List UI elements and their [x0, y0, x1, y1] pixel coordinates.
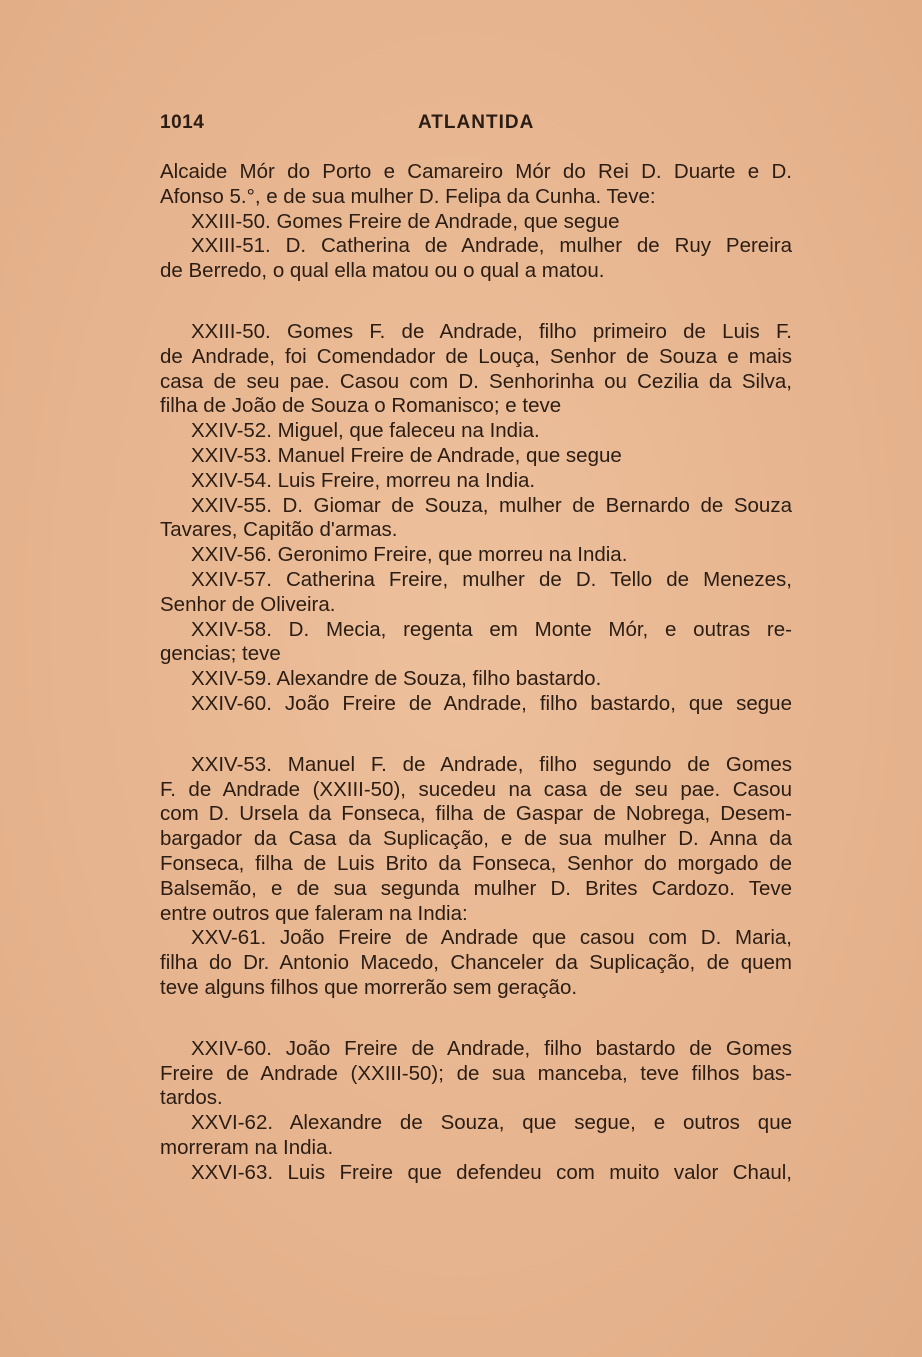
text-line: XXIV-60. João Freire de Andrade, filho bastardo de Gomes	[191, 1036, 792, 1060]
text-line: gencias; teve	[160, 642, 281, 666]
text-line: Alcaide Mór do Porto e Camareiro Mór do Rei D. Duarte e D.	[160, 160, 792, 183]
text-line: XXIV-60. João Freire de Andrade, filho bastardo, que segue	[191, 691, 792, 715]
body-text	[160, 160, 792, 1185]
text-line: XXIII-50. Gomes F. de Andrade, filho primeiro de Luis F.	[191, 319, 792, 343]
text-line: XXIV-55. D. Giomar de Souza, mulher de Bernardo de Souza	[191, 493, 792, 517]
text-line: XXV-61. João Freire de Andrade que casou com D. Maria,	[191, 926, 792, 950]
text-line: XXIV-54. Luis Freire, morreu na India.	[191, 468, 536, 492]
text-line: XXIV-57. Catherina Freire, mulher de D. Tello de Menezes,	[191, 567, 792, 591]
text-line: de Andrade, foi Comendador de Louça, Senhor de Souza e mais	[160, 344, 792, 368]
text-line: morreram na India.	[160, 1135, 334, 1159]
page-number: 1014	[160, 112, 205, 133]
text-line: Afonso 5.°, e de sua mulher D. Felipa da Cunha. Teve:	[160, 184, 656, 208]
text-line: XXIV-52. Miguel, que faleceu na India.	[191, 419, 540, 443]
text-line: bargador da Casa da Suplicação, e de sua mulher D. Anna da	[160, 827, 792, 851]
paragraph	[160, 320, 792, 717]
text-line: Senhor de Oliveira.	[160, 592, 336, 616]
paragraph	[160, 160, 792, 284]
running-head: ATLANTIDA	[418, 112, 535, 133]
text-line: entre outros que faleram na India:	[160, 901, 468, 925]
paragraph	[160, 753, 792, 1001]
text-line: XXIV-58. D. Mecia, regenta em Monte Mór, e outras re-	[191, 617, 792, 641]
text-line: teve alguns filhos que morrerão sem geração.	[160, 975, 578, 999]
paragraph-gap	[160, 717, 792, 753]
text-line: XXIV-53. Manuel F. de Andrade, filho segundo de Gomes	[191, 752, 792, 776]
text-line: XXIV-53. Manuel Freire de Andrade, que segue	[191, 443, 622, 467]
text-line: filha de João de Souza o Romanisco; e teve	[160, 394, 562, 418]
text-line: XXVI-63. Luis Freire que defendeu com muito valor Chaul,	[191, 1160, 792, 1184]
text-line: filha do Dr. Antonio Macedo, Chanceler da Suplicação, de quem	[160, 951, 792, 975]
text-line: Freire de Andrade (XXIII-50); de sua manceba, teve filhos bas-	[160, 1061, 792, 1085]
text-line: XXIV-56. Geronimo Freire, que morreu na India.	[191, 543, 628, 567]
text-line: F. de Andrade (XXIII-50), sucedeu na casa de seu pae. Casou	[160, 777, 792, 801]
text-line: XXVI-62. Alexandre de Souza, que segue, e outros que	[191, 1111, 792, 1135]
text-line: XXIV-59. Alexandre de Souza, filho bastardo.	[191, 667, 602, 691]
text-line: tardos.	[160, 1086, 223, 1110]
text-line: XXIII-50. Gomes Freire de Andrade, que segue	[191, 209, 620, 233]
text-line: XXIII-51. D. Catherina de Andrade, mulher de Ruy Pereira	[191, 234, 792, 258]
page-header	[160, 112, 790, 142]
text-line: Balsemão, e de sua segunda mulher D. Brites Cardozo. Teve	[160, 876, 792, 900]
text-line: de Berredo, o qual ella matou ou o qual a matou.	[160, 259, 605, 283]
paragraph-gap	[160, 284, 792, 320]
text-line: com D. Ursela da Fonseca, filha de Gaspar de Nobrega, Desem-	[160, 802, 792, 826]
paragraph-gap	[160, 1001, 792, 1037]
text-line: Tavares, Capitão d'armas.	[160, 518, 398, 542]
paragraph	[160, 1037, 792, 1186]
text-line: casa de seu pae. Casou com D. Senhorinha ou Cezilia da Silva,	[160, 369, 792, 393]
text-line: Fonseca, filha de Luis Brito da Fonseca, Senhor do morgado de	[160, 851, 792, 875]
